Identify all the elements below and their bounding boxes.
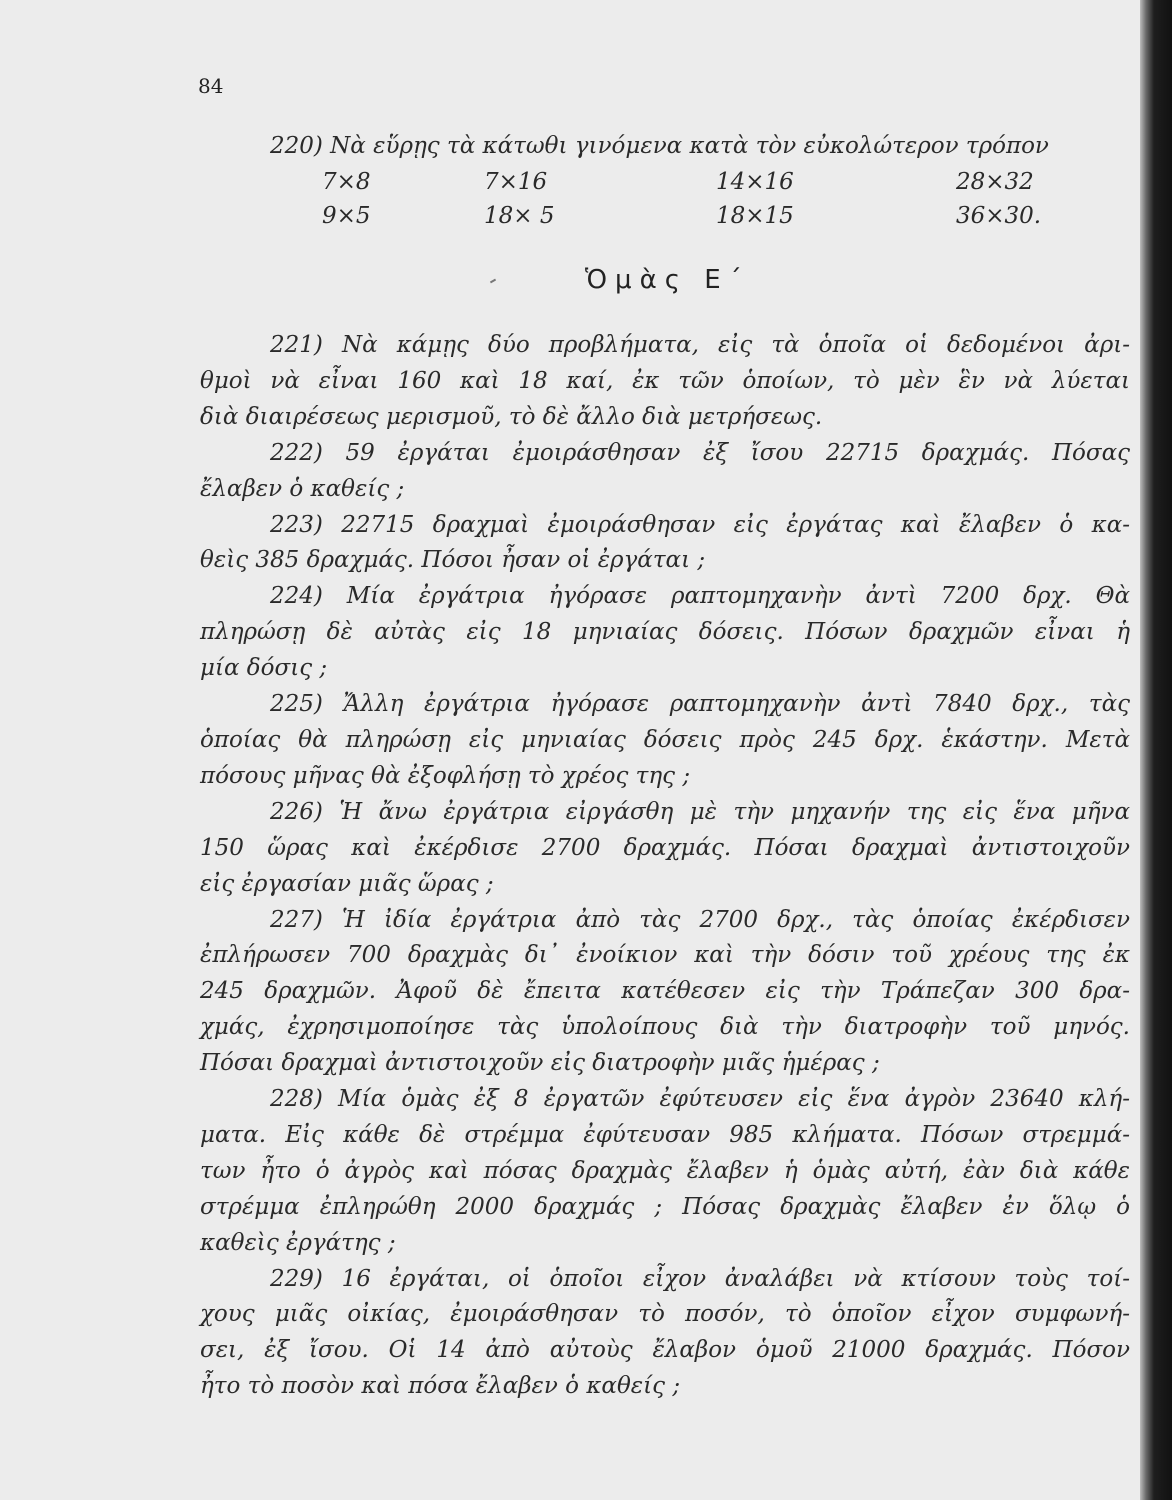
text-line: θμοὶ νὰ εἶναι 160 καὶ 18 καί, ἐκ τῶν ὁποίων, τὸ μὲν ἓν νὰ λύεται xyxy=(200,367,1130,394)
product-cell: 7×8 xyxy=(322,169,371,195)
product-cell: 18× 5 xyxy=(484,203,555,229)
text-line: χους μιᾶς οἰκίας, ἐμοιράσθησαν τὸ ποσόν, τὸ ὁποῖον εἶχον συμφωνή- xyxy=(200,1301,1130,1328)
text-line: σει, ἐξ ἴσου. Οἱ 14 ἀπὸ αὐτοὺς ἔλαβον ὁμοῦ 21000 δραχμάς. Πόσον xyxy=(200,1337,1130,1364)
text-line: 150 ὥρας καὶ ἐκέρδισε 2700 δραχμάς. Πόσαι δραχμαὶ ἀντιστοιχοῦν xyxy=(200,834,1130,861)
text-line: θεὶς 385 δραχμάς. Πόσοι ἦσαν οἱ ἐργάται ; xyxy=(200,547,706,574)
text-line: διὰ διαιρέσεως μερισμοῦ, τὸ δὲ ἄλλο διὰ μετρήσεως. xyxy=(200,403,823,430)
text-line: 221) Νὰ κάμῃς δύο προβλήματα, εἰς τὰ ὁποῖα οἱ δεδομένοι ἀρι- xyxy=(270,332,1130,358)
section-title: Ὁμὰς Ε΄ xyxy=(585,265,750,295)
text-line: 227) Ἡ ἰδία ἐργάτρια ἀπὸ τὰς 2700 δρχ., τὰς ὁποίας ἐκέρδισεν xyxy=(270,906,1130,933)
text-line: εἰς ἐργασίαν μιᾶς ὥρας ; xyxy=(200,870,494,897)
text-line: 222) 59 ἐργάται ἐμοιράσθησαν ἐξ ἴσου 22715 δραχμάς. Πόσας xyxy=(270,439,1130,466)
text-line: 223) 22715 δραχμαὶ ἐμοιράσθησαν εἰς ἐργάτας καὶ ἔλαβεν ὁ κα- xyxy=(270,511,1130,538)
text-line: ματα. Εἰς κάθε δὲ στρέμμα ἐφύτευσαν 985 κλήματα. Πόσων στρεμμά- xyxy=(200,1121,1130,1148)
text-line: 224) Μία ἐργάτρια ἠγόρασε ραπτομηχανὴν ἀντὶ 7200 δρχ. Θὰ xyxy=(270,583,1130,610)
page-number: 84 xyxy=(198,74,224,98)
text-line: καθεὶς ἐργάτης ; xyxy=(200,1229,396,1256)
text-line: ὁποίας θὰ πληρώσῃ εἰς μηνιαίας δόσεις πρὸς 245 δρχ. ἑκάστην. Μετὰ xyxy=(200,726,1130,753)
text-line: ἐπλήρωσεν 700 δραχμὰς δι᾿ ἐνοίκιον καὶ τὴν δόσιν τοῦ χρέους της ἐκ xyxy=(200,942,1130,969)
text-line: πόσους μῆνας θὰ ἐξοφλήσῃ τὸ χρέος της ; xyxy=(200,762,691,789)
text-line: στρέμμα ἐπληρώθη 2000 δραχμάς ; Πόσας δραχμὰς ἔλαβεν ἐν ὅλῳ ὁ xyxy=(200,1193,1130,1220)
product-cell: 18×15 xyxy=(716,203,794,229)
product-cell: 28×32 xyxy=(956,169,1034,195)
page-edge-shadow xyxy=(1140,0,1172,1500)
text-line: ἔλαβεν ὁ καθείς ; xyxy=(200,475,405,502)
product-cell: 9×5 xyxy=(322,203,371,229)
text-line: 228) Μία ὁμὰς ἐξ 8 ἐργατῶν ἐφύτευσεν εἰς ἕνα ἀγρὸν 23640 κλή- xyxy=(270,1086,1130,1113)
text-line: Πόσαι δραχμαὶ ἀντιστοιχοῦν εἰς διατροφὴν μιᾶς ἡμέρας ; xyxy=(200,1050,880,1077)
text-line: χμάς, ἐχρησιμοποίησε τὰς ὑπολοίπους διὰ τὴν διατροφὴν τοῦ μηνός. xyxy=(200,1014,1130,1041)
text-line: 225) Ἄλλη ἐργάτρια ἠγόρασε ραπτομηχανὴν ἀντὶ 7840 δρχ., τὰς xyxy=(270,691,1130,718)
text-line: 245 δραχμῶν. Ἀφοῦ δὲ ἔπειτα κατέθεσεν εἰς τὴν Τράπεζαν 300 δρα- xyxy=(200,978,1130,1005)
text-line: των ἦτο ὁ ἀγρὸς καὶ πόσας δραχμὰς ἔλαβεν ἡ ὁμὰς αὐτή, ἐὰν διὰ κάθε xyxy=(200,1157,1130,1184)
product-cell: 7×16 xyxy=(484,169,548,195)
text-line: 226) Ἡ ἄνω ἐργάτρια εἰργάσθη μὲ τὴν μηχανήν της εἰς ἕνα μῆνα xyxy=(270,798,1130,825)
product-cell: 14×16 xyxy=(716,169,794,195)
text-line: 229) 16 ἐργάται, οἱ ὁποῖοι εἶχον ἀναλάβει νὰ κτίσουν τοὺς τοί- xyxy=(270,1265,1130,1292)
text-line: μία δόσις ; xyxy=(200,655,328,682)
ink-mark xyxy=(490,279,496,284)
problem-220-text: 220) Νὰ εὕρῃς τὰ κάτωθι γινόμενα κατὰ τὸν εὐκολώτερον τρόπον xyxy=(270,133,1049,159)
text-line: πληρώσῃ δὲ αὐτὰς εἰς 18 μηνιαίας δόσεις. Πόσων δραχμῶν εἶναι ἡ xyxy=(200,619,1130,646)
problems-body xyxy=(200,328,1130,1405)
text-line: ἦτο τὸ ποσὸν καὶ πόσα ἔλαβεν ὁ καθείς ; xyxy=(200,1373,681,1400)
product-cell: 36×30. xyxy=(956,203,1042,229)
